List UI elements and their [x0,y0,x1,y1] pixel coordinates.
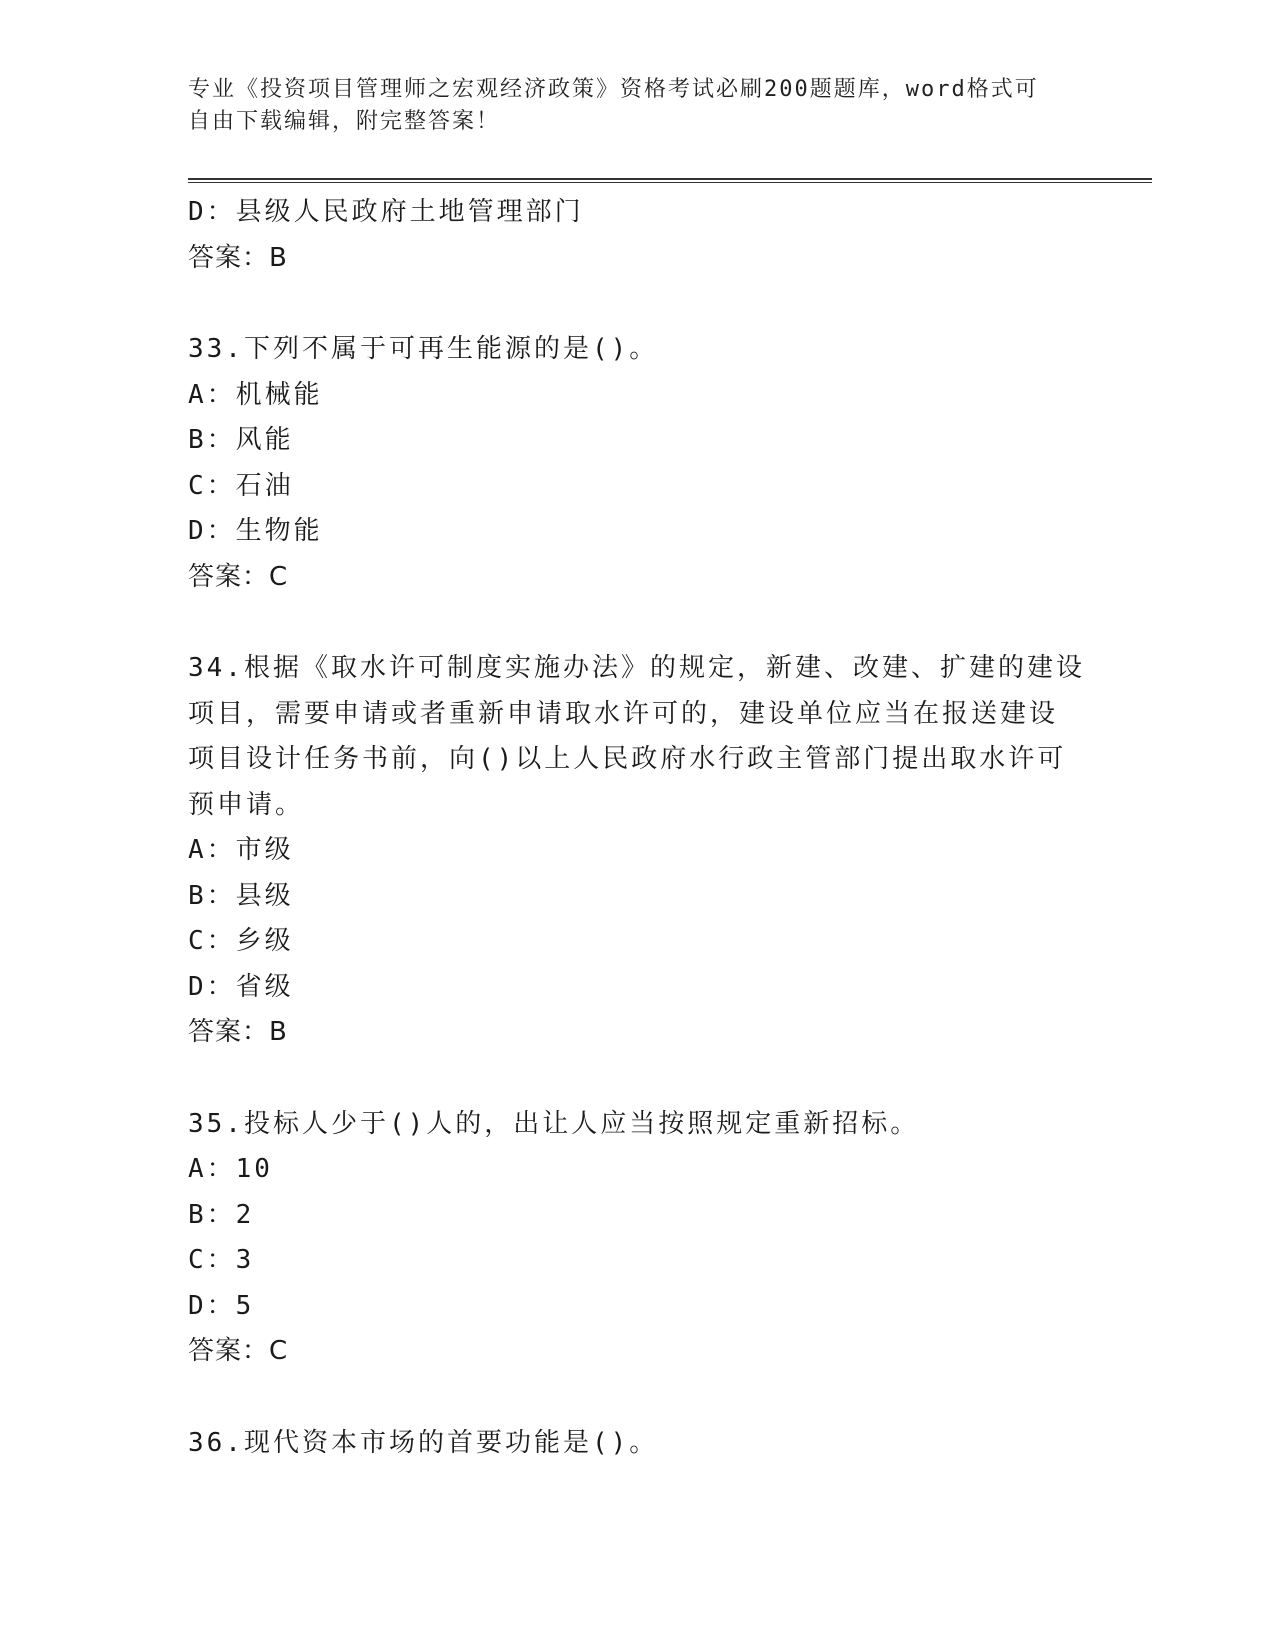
answer: 答案：C [188,561,289,592]
header-divider [188,178,1152,183]
question-block-36 [188,1421,1088,1467]
option-c: C：3 [188,1245,255,1275]
option-d: D：生物能 [188,516,323,546]
question-block-33 [188,327,1088,600]
question-stem-line-3: 项目设计任务书前，向()以上人民政府水行政主管部门提出取水许可 [188,744,1067,774]
option-b: B：2 [188,1199,255,1230]
question-stem: 36.现代资本市场的首要功能是()。 [188,1427,659,1458]
header-line-2: 自由下载编辑，附完整答案！ [188,109,501,134]
question-block-prev [188,190,1088,281]
question-stem-line-2: 项目，需要申请或者重新申请取水许可的，建设单位应当在报送建设 [188,698,1059,729]
option-d: D：5 [188,1290,255,1321]
page-header [188,74,1068,138]
question-stem-line-4: 预申请。 [188,789,305,820]
option-a: A：市级 [188,835,294,865]
question-block-34 [188,646,1088,1056]
option-a: A：机械能 [188,379,323,410]
question-stem: 35.投标人少于()人的，出让人应当按照规定重新招标。 [188,1108,920,1139]
answer: 答案：B [188,1017,288,1047]
answer: 答案：B [188,242,288,273]
option-d: D：省级 [188,971,294,1002]
header-line-1: 专业《投资项目管理师之宏观经济政策》资格考试必刷200题题库，word格式可 [188,77,1039,102]
answer: 答案：C [188,1336,289,1366]
option-c: C：石油 [188,470,294,501]
question-list [188,190,1088,1466]
option-a: A：10 [188,1154,273,1184]
option-b: B：风能 [188,425,294,455]
option-c: C：乡级 [188,926,294,956]
option-b: B：县级 [188,880,294,911]
question-stem-line-1: 34.根据《取水许可制度实施办法》的规定，新建、改建、扩建的建设 [188,653,1085,683]
option-d: D：县级人民政府土地管理部门 [188,197,584,227]
question-stem: 33.下列不属于可再生能源的是()。 [188,334,659,364]
question-block-35 [188,1102,1088,1375]
